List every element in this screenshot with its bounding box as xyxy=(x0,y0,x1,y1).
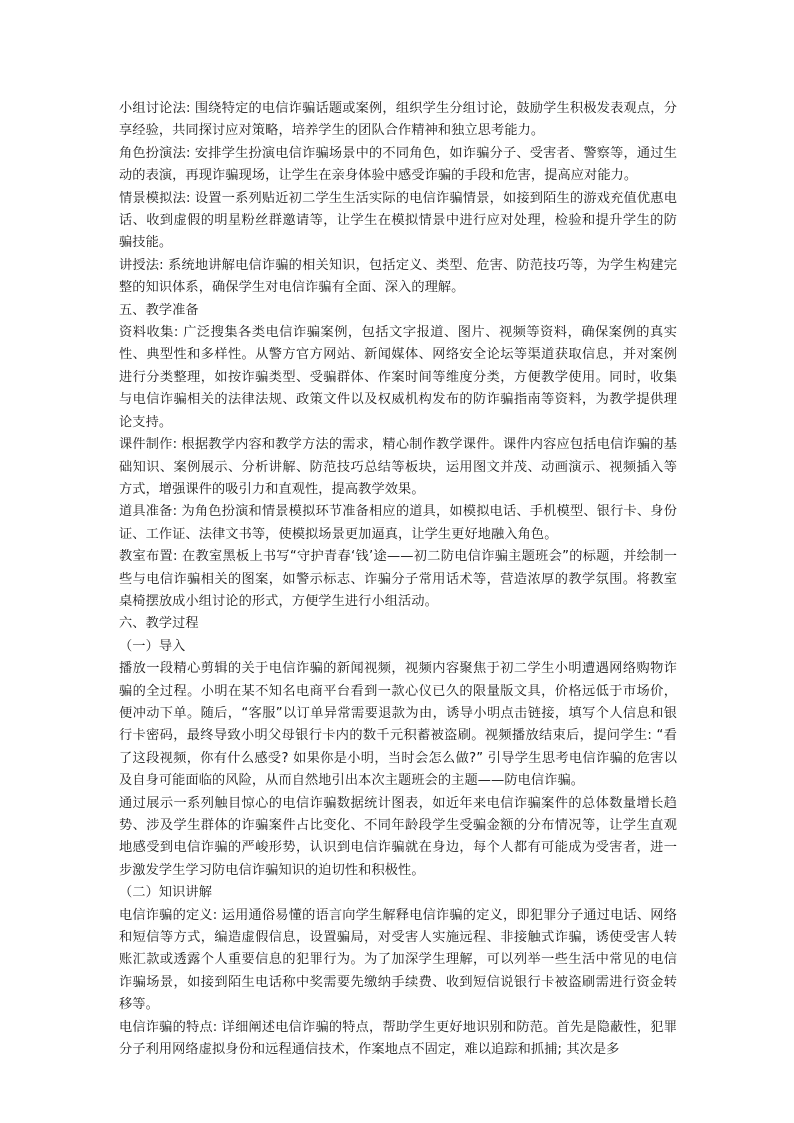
paragraph-props: 道具准备: 为角色扮演和情景模拟环节准备相应的道具，如模拟电话、手机模型、银行卡、身份证、工作证、法律文书等，使模拟场景更加逼真，让学生更好地融入角色。 xyxy=(119,504,677,542)
paragraph-lecture-method: 讲授法: 系统地讲解电信诈骗的相关知识，包括定义、类型、危害、防范技巧等，为学生构建完整的知识体系，确保学生对电信诈骗有全面、深入的理解。 xyxy=(119,257,677,296)
paragraph-role-play: 角色扮演法: 安排学生扮演电信诈骗场景中的不同角色，如诈骗分子、受害者、警察等，通过生动的表演，再现诈骗现场，让学生在亲身体验中感受诈骗的手段和危害，提高应对能力。 xyxy=(119,145,677,184)
paragraph-video-intro: 播放一段精心剪辑的关于电信诈骗的新闻视频，视频内容聚焦于初二学生小明遭遇网络购物诈骗的全过程。小明在某不知名电商平台看到一款心仪已久的限量版文具，价格远低于市场价，便冲动下单。随后，“客服”以订单异常需要退款为由，诱导小明点击链接，填写个人信息和银行卡密码，最终导致小明父母银行卡内的数千元积蓄被盗刷。视频播放结束后，提问学生: “看了这段视频，你有什么感受? 如果你是小明，当时会怎么做?” 引导学生思考电信诈骗的危害以及自身可能面临的风险，从而自然地引出本次主题班会的主题——防电信诈骗。 xyxy=(119,661,677,789)
subheading-introduction: （一）导入 xyxy=(119,638,186,654)
paragraph-material-collection: 资料收集: 广泛搜集各类电信诈骗案例，包括文字报道、图片、视频等资料，确保案例的真实性、典型性和多样性。从警方官方网站、新闻媒体、网络安全论坛等渠道获取信息，并对案例进行分类整理，如按诈骗类型、受骗群体、作案时间等维度分类，方便教学使用。同时，收集与电信诈骗相关的法律法规、政策文件以及权威机构发布的防诈骗指南等资料，为教学提供理论支持。 xyxy=(119,325,677,430)
paragraph-classroom-layout: 教室布置: 在教室黑板上书写“守护青春‘钱’途——初二防电信诈骗主题班会”的标题，并绘制一些与电信诈骗相关的图案，如警示标志、诈骗分子常用话术等，营造浓厚的教学氛围。将教室桌椅摆放成小组讨论的形式，方便学生进行小组活动。 xyxy=(119,549,677,609)
paragraph-statistics: 通过展示一系列触目惊心的电信诈骗数据统计图表，如近年来电信诈骗案件的总体数量增长趋势、涉及学生群体的诈骗案件占比变化、不同年龄段学生受骗金额的分布情况等，让学生直观地感受到电信诈骗的严峻形势，认识到电信诈骗就在身边，每个人都有可能成为受害者，进一步激发学生学习防电信诈骗知识的迫切性和积极性。 xyxy=(119,795,677,878)
paragraph-definition: 电信诈骗的定义: 运用通俗易懂的语言向学生解释电信诈骗的定义，即犯罪分子通过电话、网络和短信等方式，编造虚假信息，设置骗局，对受害人实施远程、非接触式诈骗，诱使受害人转账汇款或透露个人重要信息的犯罪行为。为了加深学生理解，可以列举一些生活中常见的电信诈骗场景，如接到陌生电话称中奖需要先缴纳手续费、收到短信说银行卡被盗刷需进行资金转移等。 xyxy=(119,907,677,1013)
document-body xyxy=(119,98,677,1061)
section-heading-teaching-process: 六、教学过程 xyxy=(119,616,199,632)
paragraph-courseware: 课件制作: 根据教学内容和教学方法的需求，精心制作教学课件。课件内容应包括电信诈骗的基础知识、案例展示、分析讲解、防范技巧总结等板块，运用图文并茂、动画演示、视频插入等方式，增强课件的吸引力和直观性，提高教学效果。 xyxy=(119,437,677,497)
paragraph-scenario-simulation: 情景模拟法: 设置一系列贴近初二学生生活实际的电信诈骗情景，如接到陌生的游戏充值优惠电话、收到虚假的明星粉丝群邀请等，让学生在模拟情景中进行应对处理，检验和提升学生的防骗技能。 xyxy=(119,190,677,251)
subheading-knowledge: （二）知识讲解 xyxy=(119,885,213,901)
paragraph-characteristics: 电信诈骗的特点: 详细阐述电信诈骗的特点，帮助学生更好地识别和防范。首先是隐蔽性，犯罪分子利用网络虚拟身份和远程通信技术，作案地点不固定，难以追踪和抓捕; 其次是多 xyxy=(119,1019,677,1058)
section-heading-teaching-prep: 五、教学准备 xyxy=(119,302,199,318)
paragraph-group-discussion: 小组讨论法: 围绕特定的电信诈骗话题或案例，组织学生分组讨论，鼓励学生积极发表观点，分享经验，共同探讨应对策略，培养学生的团队合作精神和独立思考能力。 xyxy=(119,101,677,139)
